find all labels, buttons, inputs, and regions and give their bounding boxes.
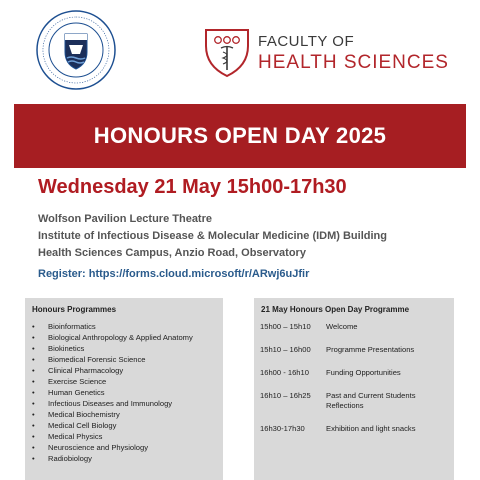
venue-line: Health Sciences Campus, Anzio Road, Observatory — [38, 247, 306, 259]
schedule-row — [260, 368, 450, 378]
schedule-desc: Programme Presentations — [326, 345, 415, 354]
programme-name: Medical Cell Biology — [48, 421, 117, 430]
bullet-icon: • — [32, 421, 35, 430]
faculty-of-label: FACULTY OF — [258, 33, 355, 50]
programme-name: Neuroscience and Physiology — [48, 443, 149, 452]
list-item — [32, 354, 193, 365]
schedule-desc: Past and Current Students Reflections — [326, 391, 416, 410]
schedule-row — [260, 391, 450, 411]
uct-seal-icon — [36, 10, 116, 90]
schedule-time: 15h00 – 15h10 — [260, 322, 311, 331]
programme-name: Clinical Pharmacology — [48, 366, 124, 375]
venue-block — [38, 211, 387, 262]
bullet-icon: • — [32, 333, 35, 342]
list-item — [32, 376, 193, 387]
list-item — [32, 321, 193, 332]
event-date-time: Wednesday 21 May 15h00-17h30 — [38, 176, 347, 198]
list-item — [32, 343, 193, 354]
schedule-desc: Welcome — [326, 322, 358, 331]
programme-name: Biokinetics — [48, 344, 85, 353]
bullet-icon: • — [32, 410, 35, 419]
programme-name: Medical Biochemistry — [48, 410, 120, 419]
list-item — [32, 453, 193, 464]
list-item — [32, 409, 193, 420]
bullet-icon: • — [32, 355, 35, 364]
programme-name: Human Genetics — [48, 388, 105, 397]
list-item — [32, 420, 193, 431]
health-sciences-label: HEALTH SCIENCES — [258, 52, 449, 73]
bullet-icon: • — [32, 454, 35, 463]
page-title: HONOURS OPEN DAY 2025 — [93, 123, 387, 148]
schedule-time: 15h10 – 16h00 — [260, 345, 311, 354]
programme-name: Bioinformatics — [48, 322, 96, 331]
programme-name: Exercise Science — [48, 377, 107, 386]
list-item — [32, 332, 193, 343]
bullet-icon: • — [32, 377, 35, 386]
list-item — [32, 398, 193, 409]
bullet-icon: • — [32, 366, 35, 375]
list-item — [32, 387, 193, 398]
schedule-row — [260, 322, 450, 332]
schedule-row — [260, 424, 450, 434]
schedule-table — [260, 322, 450, 434]
programme-list — [32, 321, 193, 464]
programme-name: Biomedical Forensic Science — [48, 355, 146, 364]
bullet-icon: • — [32, 388, 35, 397]
list-item — [32, 365, 193, 376]
bullet-icon: • — [32, 344, 35, 353]
logo-row — [0, 0, 480, 95]
faculty-logo-icon — [204, 28, 250, 78]
schedule-heading: 21 May Honours Open Day Programme — [261, 305, 410, 314]
schedule-panel — [254, 298, 454, 480]
title-banner — [14, 104, 466, 168]
register-link[interactable]: Register: https://forms.cloud.microsoft/r/ARwj6uJfir — [38, 268, 310, 280]
programme-name: Biological Anthropology & Applied Anatomy — [48, 333, 193, 342]
bullet-icon: • — [32, 322, 35, 331]
programmes-heading: Honours Programmes — [32, 305, 117, 314]
schedule-time: 16h30-17h30 — [260, 424, 305, 433]
venue-line: Wolfson Pavilion Lecture Theatre — [38, 213, 212, 225]
schedule-desc: Exhibition and light snacks — [326, 424, 416, 433]
programmes-panel — [25, 298, 223, 480]
programme-name: Infectious Diseases and Immunology — [48, 399, 173, 408]
list-item — [32, 442, 193, 453]
list-item — [32, 431, 193, 442]
venue-line: Institute of Infectious Disease & Molecular Medicine (IDM) Building — [38, 230, 387, 242]
bullet-icon: • — [32, 399, 35, 408]
schedule-time: 16h10 – 16h25 — [260, 391, 311, 400]
schedule-row — [260, 345, 450, 355]
bullet-icon: • — [32, 443, 35, 452]
schedule-time: 16h00 - 16h10 — [260, 368, 309, 377]
programme-name: Medical Physics — [48, 432, 103, 441]
programme-name: Radiobiology — [48, 454, 92, 463]
bullet-icon: • — [32, 432, 35, 441]
schedule-desc: Funding Opportunities — [326, 368, 401, 377]
